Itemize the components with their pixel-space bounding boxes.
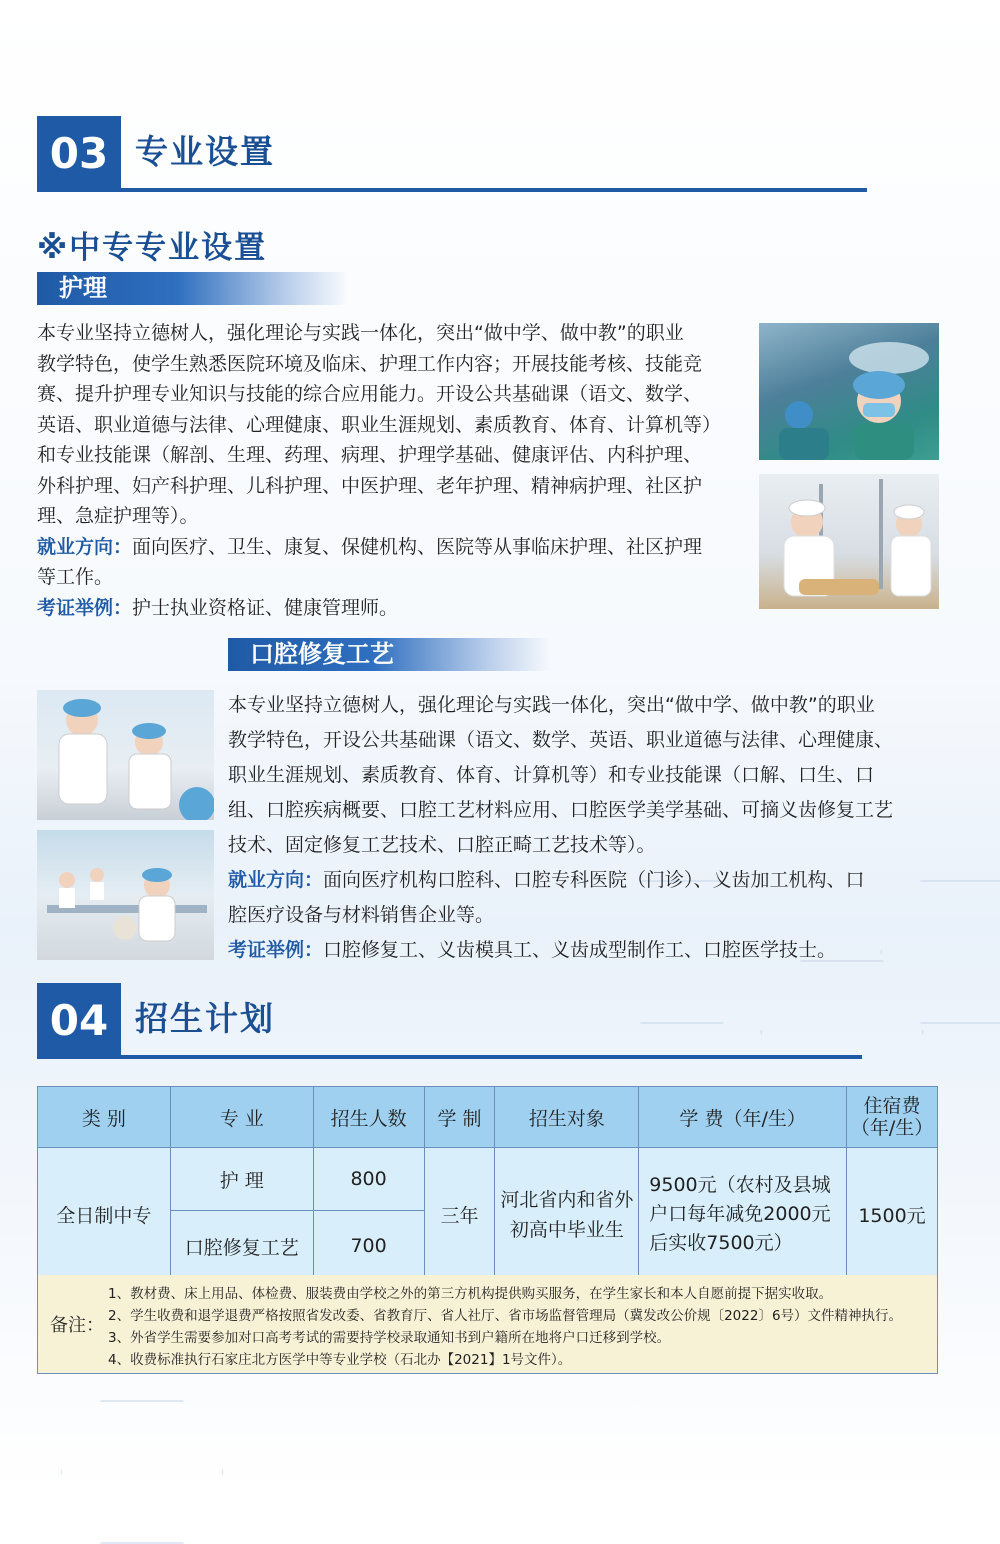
header-count: 招生人数 [313, 1087, 424, 1148]
header-target: 招生对象 [495, 1087, 639, 1148]
section-title: 招生计划 [135, 999, 275, 1038]
nursing-training-photo [759, 474, 939, 609]
certificate-text: 护士执业资格证、健康管理师。 [132, 596, 399, 619]
text-line: 英语、职业道德与法律、心理健康、职业生涯规划、素质教育、体育、计算机等） [37, 413, 722, 436]
employment-text: 面向医疗、卫生、康复、保健机构、医院等从事临床护理、社区护理 [132, 535, 703, 558]
certificate-line [228, 933, 940, 968]
text-line: 本专业坚持立德树人，强化理论与实践一体化，突出“做中学、做中教”的职业 [228, 694, 875, 716]
surgery-photo [759, 323, 939, 460]
category-cell: 全日制中专 [38, 1148, 171, 1282]
text-line: 和专业技能课（解剖、生理、药理、病理、护理学基础、健康评估、内科护理、 [37, 444, 703, 466]
employment-label: 就业方向： [228, 869, 324, 891]
certificate-label: 考证举例： [37, 596, 133, 619]
header-dorm [847, 1087, 938, 1148]
text-line: 教学特色，使学生熟悉医院环境及临床、护理工作内容；开展技能考核、技能竞 [37, 352, 703, 375]
text-line: 组、口腔疾病概要、口腔工艺材料应用、口腔医学美学基础、可摘义齿修复工艺 [228, 799, 894, 821]
text-line: 技术、固定修复工艺技术、口腔正畸工艺技术等）。 [228, 834, 656, 856]
section-number: 04 [37, 983, 121, 1059]
nursing-description [37, 318, 737, 623]
text-line: 外科护理、妇产科护理、儿科护理、中医护理、老年护理、精神病护理、社区护 [37, 474, 703, 497]
notes-label: 备注： [50, 1315, 104, 1336]
dorm-cell: 1500元 [847, 1148, 938, 1282]
text-line: 等工作。 [37, 566, 114, 588]
text-line: 腔医疗设备与材料销售企业等。 [228, 904, 495, 926]
note-item: 4、收费标准执行石家庄北方医学中等专业学校（石北办【2021】1号文件）。 [108, 1352, 572, 1368]
section-rule [121, 188, 867, 192]
tuition-line: 后实收7500元） [649, 1232, 793, 1254]
text-line: 教学特色，开设公共基础课（语文、数学、英语、职业道德与法律、心理健康、 [228, 729, 894, 751]
tuition-line: 9500元（农村及县城 [649, 1174, 831, 1196]
text-line: 赛、提升护理专业知识与技能的综合应用能力。开设公共基础课（语文、数学、 [37, 383, 703, 405]
certificate-text: 口腔修复工、义齿模具工、义齿成型制作工、口腔医学技士。 [323, 939, 837, 961]
employment-line [37, 532, 737, 563]
note-item: 2、学生收费和退学退费严格按照省发改委、省教育厅、省人社厅、省市场监督管理局（冀发改公价规〔2022〕6号）文件精神执行。 [108, 1308, 903, 1324]
section-header-03 [37, 116, 867, 192]
tuition-line: 户口每年减免2000元 [649, 1203, 831, 1225]
employment-line [228, 863, 940, 898]
note-item: 3、外省学生需要参加对口高考考试的需要持学校录取通知书到户籍所在地将户口迁移到学校。 [108, 1330, 671, 1346]
dental-lab-illustration [37, 690, 214, 820]
header-dorm-line1: 住宿费 [863, 1095, 921, 1117]
section-title: 专业设置 [135, 132, 275, 171]
count-cell: 700 [313, 1211, 424, 1282]
employment-label: 就业方向： [37, 535, 133, 558]
dental-classroom-photo [37, 830, 214, 960]
notes-box [37, 1275, 938, 1374]
dental-lab-photo [37, 690, 214, 820]
text-line: 职业生涯规划、素质教育、体育、计算机等）和专业技能课（口解、口生、口 [228, 764, 875, 786]
header-major: 专 业 [170, 1087, 313, 1148]
target-line: 河北省内和省外 [500, 1188, 634, 1211]
duration-cell: 三年 [424, 1148, 495, 1282]
nursing-training-illustration [759, 474, 939, 609]
note-item: 1、教材费、床上用品、体检费、服装费由学校之外的第三方机构提供购买服务，在学生家长和本人自愿前提下据实收取。 [108, 1286, 833, 1302]
major-cell: 护 理 [170, 1148, 313, 1211]
tuition-cell [639, 1148, 847, 1282]
dental-classroom-illustration [37, 830, 214, 960]
target-cell [495, 1148, 639, 1282]
section-header-04 [37, 983, 862, 1059]
text-line: 本专业坚持立德树人，强化理论与实践一体化，突出“做中学、做中教”的职业 [37, 322, 684, 344]
section-rule [121, 1055, 862, 1059]
major-title-dental: 口腔修复工艺 [228, 638, 550, 671]
employment-text: 面向医疗机构口腔科、口腔专科医院（门诊）、义齿加工机构、口 [323, 869, 865, 891]
target-line: 初高中毕业生 [509, 1218, 624, 1241]
subheading: ※中专专业设置 [37, 230, 268, 266]
header-category: 类 别 [38, 1087, 171, 1148]
section-number: 03 [37, 116, 121, 192]
header-tuition: 学 费（年/生） [639, 1087, 847, 1148]
surgery-illustration [759, 323, 939, 460]
enrollment-table [37, 1086, 938, 1282]
count-cell: 800 [313, 1148, 424, 1211]
dental-description [228, 688, 940, 968]
header-duration: 学 制 [424, 1087, 495, 1148]
major-title-nursing: 护理 [37, 272, 349, 305]
table-row [38, 1148, 938, 1211]
certificate-line [37, 593, 737, 624]
text-line: 理、急症护理等）。 [37, 505, 199, 527]
notes-list [108, 1283, 902, 1371]
header-dorm-line2: （年/生） [850, 1117, 934, 1139]
major-cell: 口腔修复工艺 [170, 1211, 313, 1282]
table-header-row [38, 1087, 938, 1148]
certificate-label: 考证举例： [228, 939, 324, 961]
